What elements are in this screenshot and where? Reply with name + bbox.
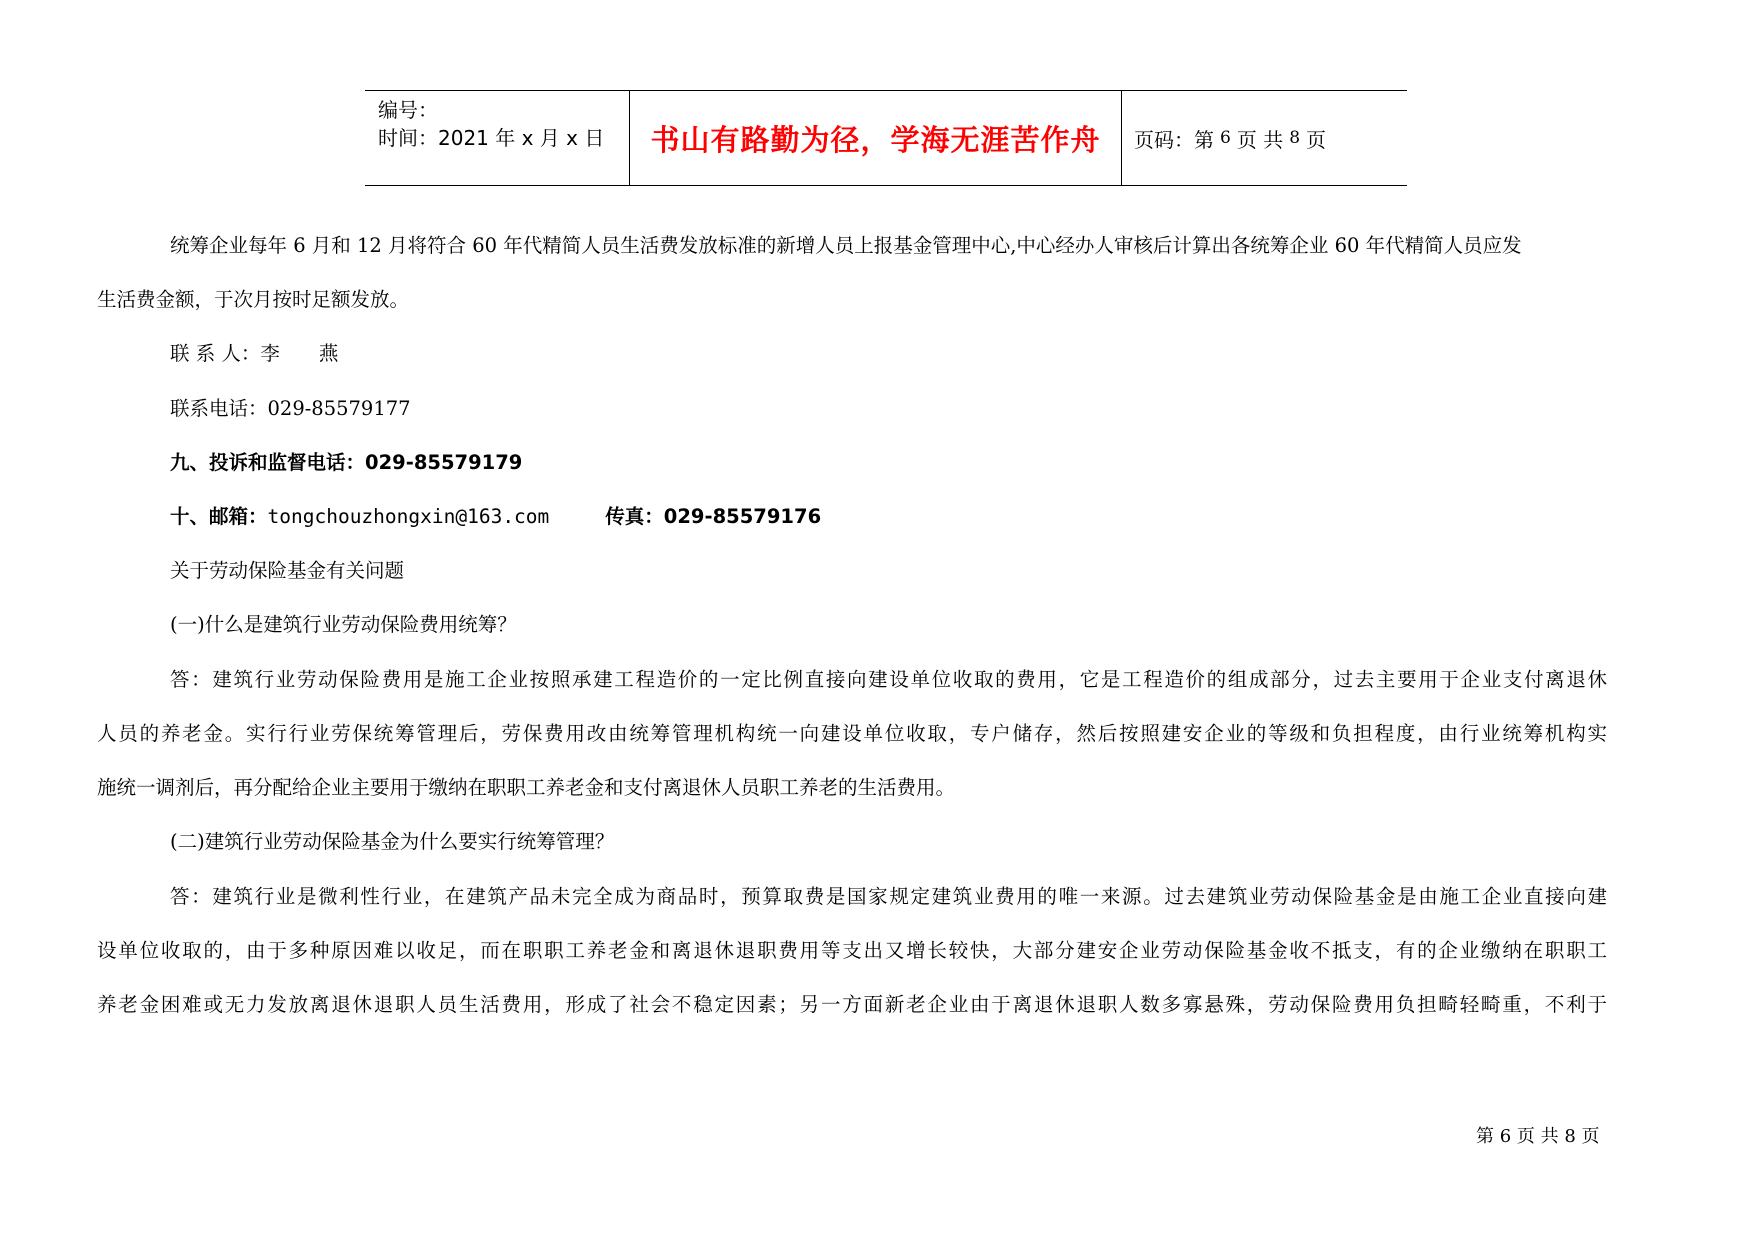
contact-phone: 联系电话：029-85579177 xyxy=(170,397,411,420)
complaint-phone-line xyxy=(170,448,1680,478)
page-suffix: 页 xyxy=(1306,127,1327,152)
serial-number-label: 编号： xyxy=(378,98,438,122)
fax-label: 传真： xyxy=(605,505,664,528)
answer-1-line: 人员的养老金。实行行业劳保统筹管理后，劳保费用改由统筹管理机构统一向建设单位收取，专户储存，然后按照建安企业的等级和负担程度，由行业统筹机构实 xyxy=(97,722,1607,745)
email-label: 十、邮箱： xyxy=(170,505,268,528)
document-header-table xyxy=(365,90,1407,186)
page-total: 8 xyxy=(1289,128,1301,148)
motto-text: 书山有路勤为径，学海无涯苦作舟 xyxy=(650,122,1101,157)
page-prefix: 页码：第 xyxy=(1134,127,1214,152)
page-number-cell xyxy=(1122,91,1407,185)
date-label: 时间：2021 年 x 月 x 日 xyxy=(378,126,605,150)
page-footer: 第 6 页 共 8 页 xyxy=(1476,1126,1600,1147)
answer-1-line: 答：建筑行业劳动保险费用是施工企业按照承建工程造价的一定比例直接向建设单位收取的费用，它是工程造价的组成部分，过去主要用于企业支付离退休 xyxy=(170,668,1607,691)
answer-2-line: 养老金困难或无力发放离退休退职人员生活费用，形成了社会不稳定因素；另一方面新老企业由于离退休退职人数多寡悬殊，劳动保险费用负担畸轻畸重，不利于 xyxy=(97,993,1607,1016)
contact-person: 联 系 人：李 燕 xyxy=(170,342,339,365)
answer-2-line: 设单位收取的，由于多种原因难以收足，而在职职工养老金和离退休退职费用等支出又增长较快，大部分建安企业劳动保险基金收不抵支，有的企业缴纳在职职工 xyxy=(97,939,1607,962)
fax-number: 029-85579176 xyxy=(663,505,822,528)
complaint-phone: 029-85579179 xyxy=(365,451,523,474)
email-fax-line xyxy=(170,502,1680,532)
page-mid: 页 共 xyxy=(1236,127,1284,152)
answer-2-line: 答：建筑行业是微利性行业，在建筑产品未完全成为商品时，预算取费是国家规定建筑业费用的唯一来源。过去建筑业劳动保险基金是由施工企业直接向建 xyxy=(170,885,1607,908)
section-title: 关于劳动保险基金有关问题 xyxy=(170,559,405,582)
email-address: tongchouzhongxin@163.com xyxy=(267,505,550,528)
complaint-label: 九、投诉和监督电话： xyxy=(170,451,366,474)
header-info-cell xyxy=(365,91,630,185)
question-1: (一)什么是建筑行业劳动保险费用统筹？ xyxy=(170,613,517,636)
page-current: 6 xyxy=(1220,128,1231,148)
answer-1-line: 施统一调剂后，再分配给企业主要用于缴纳在职职工养老金和支付离退休人员职工养老的生活费用。 xyxy=(97,776,956,799)
paragraph-line: 生活费金额，于次月按时足额发放。 xyxy=(97,288,410,311)
motto-cell xyxy=(630,91,1122,185)
paragraph-line: 统筹企业每年 6 月和 12 月将符合 60 年代精简人员生活费发放标准的新增人员上报基金管理中心,中心经办人审核后计算出各统筹企业 60 年代精简人员应发 xyxy=(170,234,1522,257)
question-2: (二)建筑行业劳动保险基金为什么要实行统筹管理？ xyxy=(170,830,615,853)
